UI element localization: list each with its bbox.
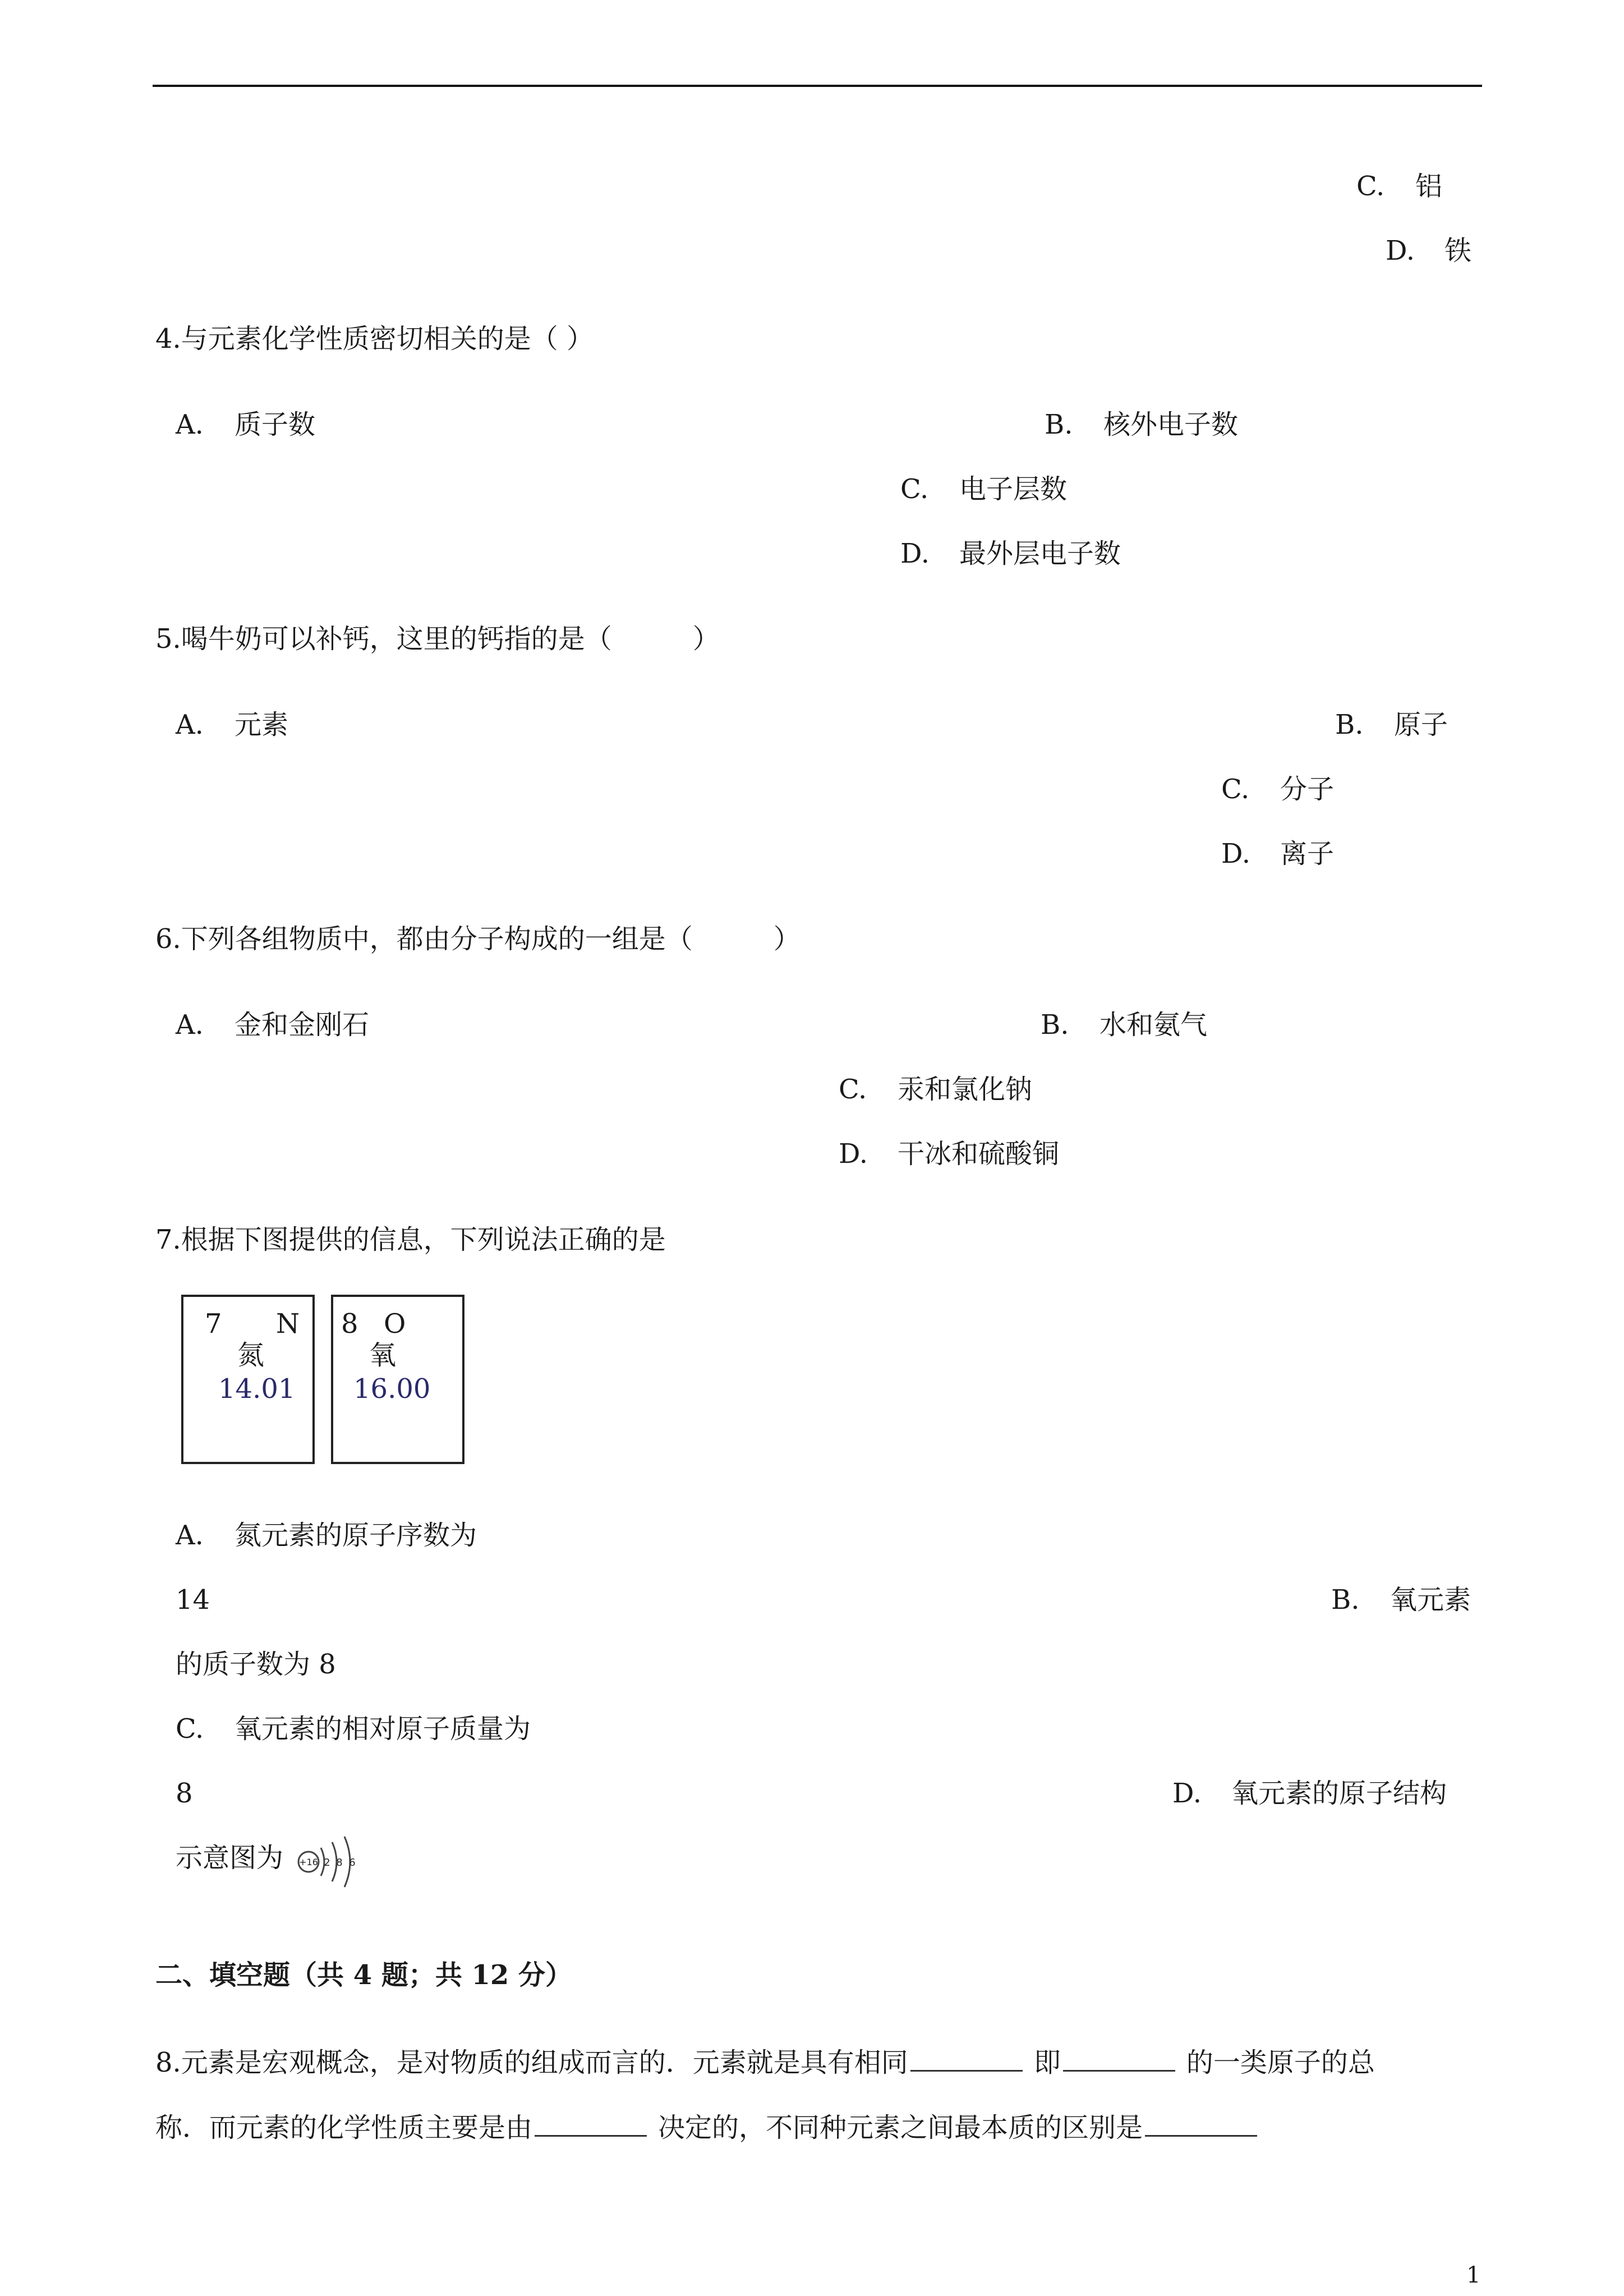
q4-option-d xyxy=(900,540,1121,567)
shell-electrons-1: 2 xyxy=(324,1857,330,1869)
q7-option-d xyxy=(1172,1780,1447,1807)
option-text: 元素 xyxy=(234,709,289,740)
q4-title: 4.与元素化学性质密切相关的是（ ） xyxy=(155,323,594,355)
option-text: 核外电子数 xyxy=(1103,409,1239,440)
q5-option-c xyxy=(1221,776,1334,803)
option-text: 最外层电子数 xyxy=(959,538,1121,569)
answer-blank[interactable] xyxy=(535,2113,647,2137)
q8-text-1: 8.元素是宏观概念，是对物质的组成而言的．元素就是具有相同 xyxy=(155,2047,908,2078)
option-text: 原子 xyxy=(1394,709,1448,740)
q8-line-1 xyxy=(155,2047,1375,2076)
q6-option-d xyxy=(839,1138,1060,1170)
option-text: 氧元素 xyxy=(1390,1584,1471,1616)
option-letter: B. xyxy=(1041,1009,1069,1041)
option-letter: C. xyxy=(176,1713,204,1745)
q6-option-c xyxy=(839,1076,1032,1103)
option-text: 电子层数 xyxy=(959,473,1068,505)
option-letter: D. xyxy=(900,538,930,569)
option-letter: B. xyxy=(1045,409,1073,440)
q7-option-d-continued: 示意图为 xyxy=(176,1842,284,1874)
answer-blank[interactable] xyxy=(1063,2047,1175,2072)
option-letter: A. xyxy=(176,409,204,440)
element-symbol: O xyxy=(384,1308,406,1340)
option-text: 质子数 xyxy=(234,409,316,440)
q8-text-3: 的一类原子的总 xyxy=(1186,2047,1375,2078)
nucleus-charge: +16 xyxy=(299,1857,318,1867)
option-letter: A. xyxy=(176,1520,204,1551)
q4-option-a xyxy=(176,411,315,438)
option-letter: C. xyxy=(1356,171,1385,202)
option-text: 分子 xyxy=(1280,774,1335,805)
option-letter: D. xyxy=(1221,838,1251,869)
option-letter: B. xyxy=(1331,1584,1360,1616)
element-name: 氮 xyxy=(237,1340,265,1371)
q8-text-2: 即 xyxy=(1033,2047,1061,2078)
option-letter: B. xyxy=(1335,709,1364,740)
option-text: 氧元素的原子结构 xyxy=(1231,1778,1447,1809)
option-text: 离子 xyxy=(1280,838,1335,869)
section-title: 二、填空题（共 4 题；共 12 分） xyxy=(155,1959,573,1991)
option-text: 金和金刚石 xyxy=(234,1009,370,1041)
answer-blank[interactable] xyxy=(910,2047,1023,2072)
atomic-number: 8 xyxy=(341,1308,358,1340)
q6-option-a xyxy=(176,1009,370,1041)
option-letter: C. xyxy=(900,473,929,505)
q7-option-b-continued: 的质子数为 8 xyxy=(176,1649,336,1680)
q4-option-b xyxy=(1045,411,1238,438)
q5-title: 5.喝牛奶可以补钙，这里的钙指的是（ ） xyxy=(155,623,720,655)
shell-electrons-3: 6 xyxy=(349,1857,356,1869)
q6-title: 6.下列各组物质中，都由分子构成的一组是（ ） xyxy=(155,923,801,955)
q8-text-5: 决定的，不同种元素之间最本质的区别是 xyxy=(658,2112,1143,2143)
q8-line-2 xyxy=(155,2113,1257,2141)
element-symbol: N xyxy=(276,1308,300,1340)
q7-option-c xyxy=(176,1713,531,1745)
q7-option-b xyxy=(1331,1584,1471,1616)
element-tile-oxygen xyxy=(331,1295,464,1464)
header-rule xyxy=(153,85,1482,87)
q4-option-c xyxy=(900,473,1068,505)
q7-option-a xyxy=(176,1522,477,1549)
atomic-mass: 14.01 xyxy=(218,1373,296,1405)
option-letter: D. xyxy=(1172,1778,1202,1809)
option-letter: A. xyxy=(176,709,204,740)
q8-text-4: 称．而元素的化学性质主要是由 xyxy=(155,2112,533,2143)
page-number: 1 xyxy=(1466,2262,1481,2288)
q7-option-a-continued: 14 xyxy=(176,1584,210,1616)
option-text: 氧元素的相对原子质量为 xyxy=(234,1713,531,1745)
option-letter: D. xyxy=(1386,235,1415,266)
option-text: 干冰和硫酸铜 xyxy=(898,1138,1060,1170)
option-text: 氮元素的原子序数为 xyxy=(234,1520,477,1551)
atomic-mass: 16.00 xyxy=(353,1373,431,1405)
atomic-number: 7 xyxy=(205,1308,222,1340)
q5-option-b xyxy=(1335,711,1448,738)
shell-electrons-2: 8 xyxy=(336,1857,343,1869)
q7-title: 7.根据下图提供的信息，下列说法正确的是 xyxy=(155,1224,666,1255)
option-text: 水和氨气 xyxy=(1099,1009,1208,1041)
element-name: 氧 xyxy=(369,1340,397,1371)
option-text: 汞和氯化钠 xyxy=(898,1074,1033,1105)
q7-option-c-continued: 8 xyxy=(176,1778,193,1809)
q5-option-d xyxy=(1221,840,1334,867)
element-tile-nitrogen xyxy=(181,1295,315,1464)
atom-structure-diagram xyxy=(292,1831,365,1893)
option-letter: C. xyxy=(1221,774,1250,805)
q3-option-c xyxy=(1356,173,1442,200)
option-letter: D. xyxy=(839,1138,868,1170)
option-text: 铝 xyxy=(1415,171,1443,202)
q5-option-a xyxy=(176,711,288,738)
q6-option-b xyxy=(1041,1009,1208,1041)
option-text: 铁 xyxy=(1444,235,1472,266)
q3-option-d xyxy=(1386,237,1471,264)
option-letter: A. xyxy=(176,1009,204,1041)
answer-blank[interactable] xyxy=(1145,2113,1257,2137)
option-letter: C. xyxy=(839,1074,867,1105)
